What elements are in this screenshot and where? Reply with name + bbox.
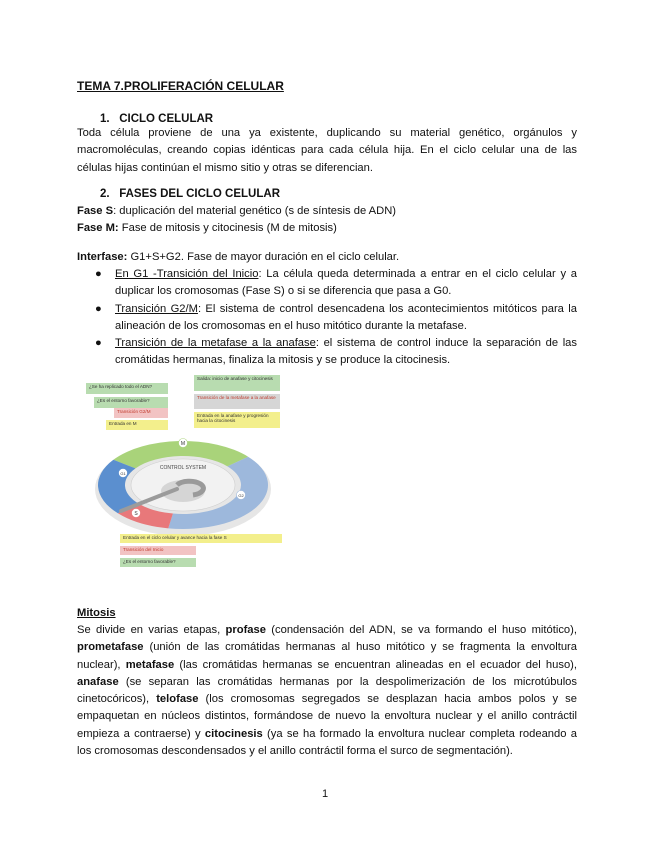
prometafase-text: (unión de las cromátidas hermanas al huso mitótico y se fragmenta la envoltura nuclear), <box>77 641 577 671</box>
bullet-text: : El sistema de control desencadena los acontecimientos mitóticos para la alineación de los cromosomas en el huso mitótico durante la metafase. <box>115 302 577 332</box>
label-adn-replicado: ¿Se ha replicado todo el ADN? <box>86 383 168 394</box>
label-entorno-favorable-left: ¿Es el entorno favorable? <box>94 397 168 408</box>
phase-s-letter: S <box>134 511 138 517</box>
bullet-term: Transición G2/M <box>115 302 198 315</box>
bullet-text: : el sistema de control induce la separación de las cromátidas hermanas, finaliza la mitosis y se produce la citocinesis. <box>115 337 577 367</box>
interfase-line <box>77 249 399 266</box>
mitosis-heading: Mitosis <box>77 607 116 619</box>
label-transicion-inicio: Transición del Inicio <box>120 546 196 555</box>
section-heading-fases <box>100 186 280 203</box>
list-item <box>77 301 577 336</box>
profase-text: (condensación del ADN, se va formando el huso mitótico), <box>265 624 577 636</box>
page-number: 1 <box>322 788 329 800</box>
label-transicion-g2m: Transición G2/M <box>114 408 168 418</box>
anafase-text: (se separan las cromátidas hermanas por la despolimerización de los microtúbulos cinetocóricos), <box>77 675 577 706</box>
term-prometafase: prometafase <box>77 641 144 654</box>
label-entrada-m: Entrada en M <box>106 420 168 430</box>
term-citocinesis: citocinesis <box>204 727 263 740</box>
interfase-text: G1+S+G2. Fase de mayor duración en el ciclo celular. <box>127 251 400 263</box>
section-number: 1. <box>100 113 110 125</box>
transitions-list <box>77 266 577 370</box>
phase-g1-letter: G1 <box>120 471 126 476</box>
mitosis-paragraph <box>77 622 577 760</box>
fase-s-text: : duplicación del material genético (s de síntesis de ADN) <box>113 205 397 217</box>
cell-cycle-figure <box>86 371 286 571</box>
list-item <box>77 335 577 370</box>
list-item <box>77 266 577 301</box>
fase-s-label: Fase S <box>77 205 114 217</box>
section-number: 2. <box>100 188 110 200</box>
term-anafase: anafase <box>77 675 119 688</box>
bullet-text: : La célula queda determinada a entrar en el ciclo celular y a duplicar los cromosomas (Fase S) o si se diferencia que pasa a G0. <box>115 268 577 298</box>
metafase-text: (las cromátidas hermanas se encuentran alineadas en el ecuador del huso), <box>174 658 577 671</box>
page-title: TEMA 7.PROLIFERACIÓN CELULAR <box>77 79 284 93</box>
interfase-label: Interfase: <box>77 251 128 263</box>
label-entrada-ciclo: Entrada en el ciclo celular y avance hacia la fase S <box>120 534 282 543</box>
fase-m-text: Fase de mitosis y citocinesis (M de mitosis) <box>118 222 337 234</box>
label-entorno-favorable-bottom: ¿Es el entorno favorable? <box>120 558 196 567</box>
bullet-icon: ● <box>95 302 102 315</box>
term-telofase: telofase <box>156 693 199 706</box>
fase-s-line <box>77 203 396 220</box>
telofase-text: (los cromosomas segregados se desplazan hacia ambos polos y se empaquetan en núcleos distintos, formándose de nuevo la envoltura nuclear y el anillo contráctil empieza a contraerse) y <box>77 693 577 740</box>
citocinesis-text: (ya se ha formado la envoltura nuclear completa rodeando a los cromosomas descondensados y el anillo contráctil forma el surco de segmentación). <box>77 727 577 758</box>
mitosis-intro: Se divide en varias etapas, <box>77 624 226 636</box>
fase-m-label: Fase M: <box>77 222 119 234</box>
bullet-icon: ● <box>95 268 102 280</box>
bullet-term: Transición de la metafase a la anafase <box>115 337 316 350</box>
bullet-icon: ● <box>95 337 102 350</box>
section-title: FASES DEL CICLO CELULAR <box>119 188 281 200</box>
label-transicion-metafase: Transición de la metafase a la anafase <box>194 394 280 409</box>
section-title: CICLO CELULAR <box>119 113 214 125</box>
fase-m-line <box>77 220 337 237</box>
label-entrada-anafase: Entrada en la anafase y progresión hacia la citocinesis <box>194 412 280 428</box>
term-metafase: metafase <box>125 658 175 671</box>
control-system-label: CONTROL SYSTEM <box>159 465 207 471</box>
ciclo-celular-paragraph: Toda célula proviene de una ya existente, duplicando su material genético, orgánulos y macromoléculas, creando copias idénticas para cada célula hija. En el ciclo celular una de las células hijas continúan el mismo sitio y otras se diferencian. <box>77 127 577 174</box>
label-salida-anafase: Salida: inicio de anafase y citocinesis <box>194 375 280 391</box>
term-profase: profase <box>225 624 266 636</box>
phase-m-letter: M <box>180 441 186 447</box>
phase-g2-letter: G2 <box>238 493 244 498</box>
bullet-term: En G1 -Transición del Inicio <box>115 268 259 280</box>
